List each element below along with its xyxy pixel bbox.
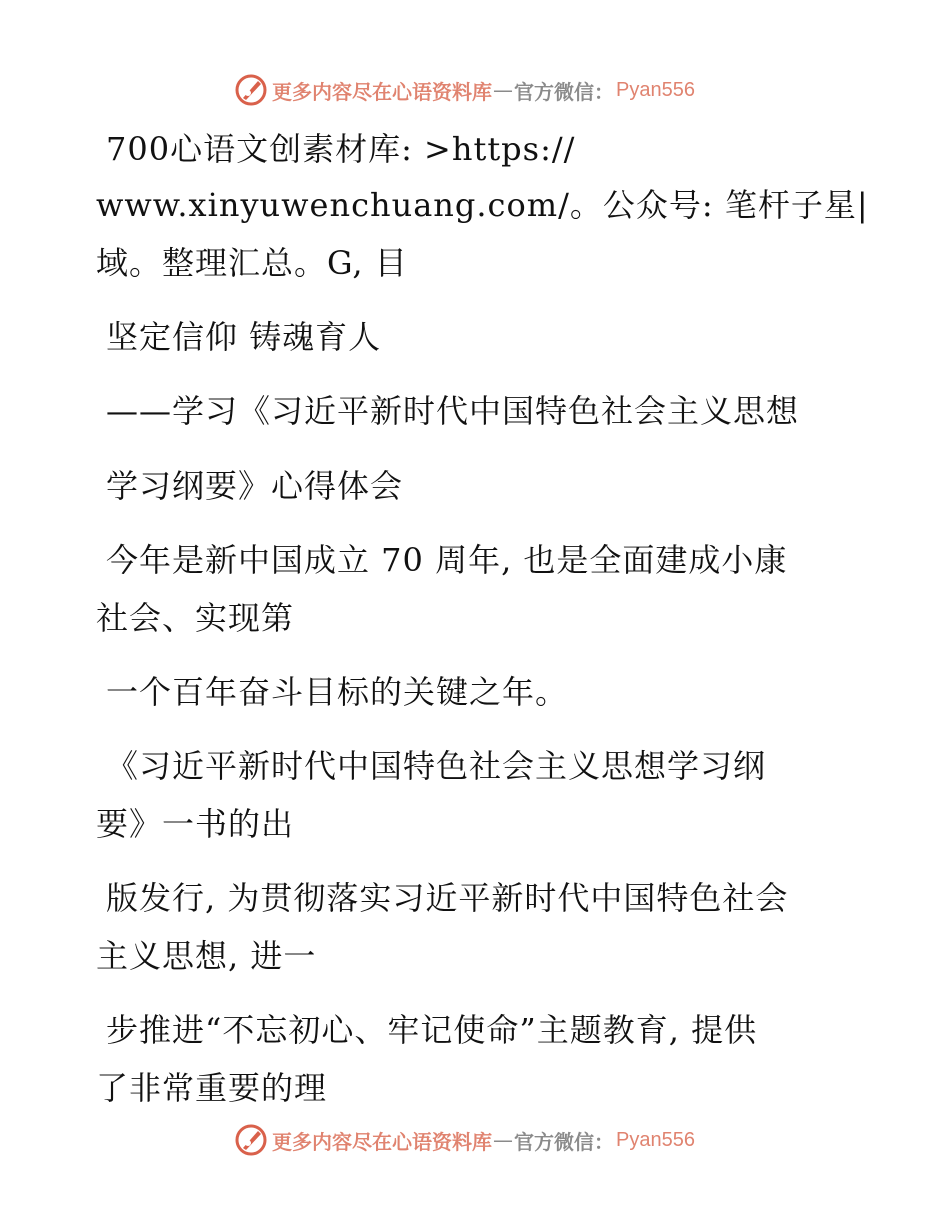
doc-line: 域。整理汇总。G, 目 (96, 244, 408, 282)
doc-line: 一个百年奋斗目标的关键之年。 (106, 673, 569, 711)
doc-line: 700心语文创素材库: >https:// (106, 130, 576, 168)
doc-line: 步推进“不忘初心、牢记使命”主题教育, 提供 (106, 1011, 758, 1049)
doc-line: 主义思想, 进一 (96, 937, 317, 975)
quill-logo-icon (234, 73, 268, 107)
doc-line: www.xinyuwenchuang.com/。公众号: 笔杆子星| (96, 186, 869, 224)
watermark-dash: — (493, 1128, 513, 1152)
watermark-dash: — (493, 78, 513, 102)
doc-line: 《习近平新时代中国特色社会主义思想学习纲 (106, 747, 767, 785)
doc-line: 今年是新中国成立 70 周年, 也是全面建成小康 (106, 541, 788, 579)
watermark-wechat-id: Pyan556 (616, 1128, 695, 1151)
watermark-official-label: 官方微信： (514, 1129, 614, 1154)
doc-subtitle: 学习纲要》心得体会 (106, 467, 404, 505)
doc-title: 坚定信仰 铸魂育人 (106, 318, 382, 356)
footer-watermark (234, 1122, 695, 1158)
header-watermark (234, 72, 695, 108)
watermark-text: 更多内容尽在心语资料库 (272, 79, 492, 104)
doc-line: 了非常重要的理 (96, 1069, 328, 1107)
doc-line: 版发行, 为贯彻落实习近平新时代中国特色社会 (106, 879, 789, 917)
doc-subtitle: ——学习《习近平新时代中国特色社会主义思想 (106, 392, 800, 430)
watermark-wechat-id: Pyan556 (616, 78, 695, 101)
doc-line: 要》一书的出 (96, 805, 295, 843)
quill-logo-icon (234, 1123, 268, 1157)
watermark-official-label: 官方微信： (514, 79, 614, 104)
doc-line: 社会、实现第 (96, 599, 295, 637)
watermark-text: 更多内容尽在心语资料库 (272, 1129, 492, 1154)
